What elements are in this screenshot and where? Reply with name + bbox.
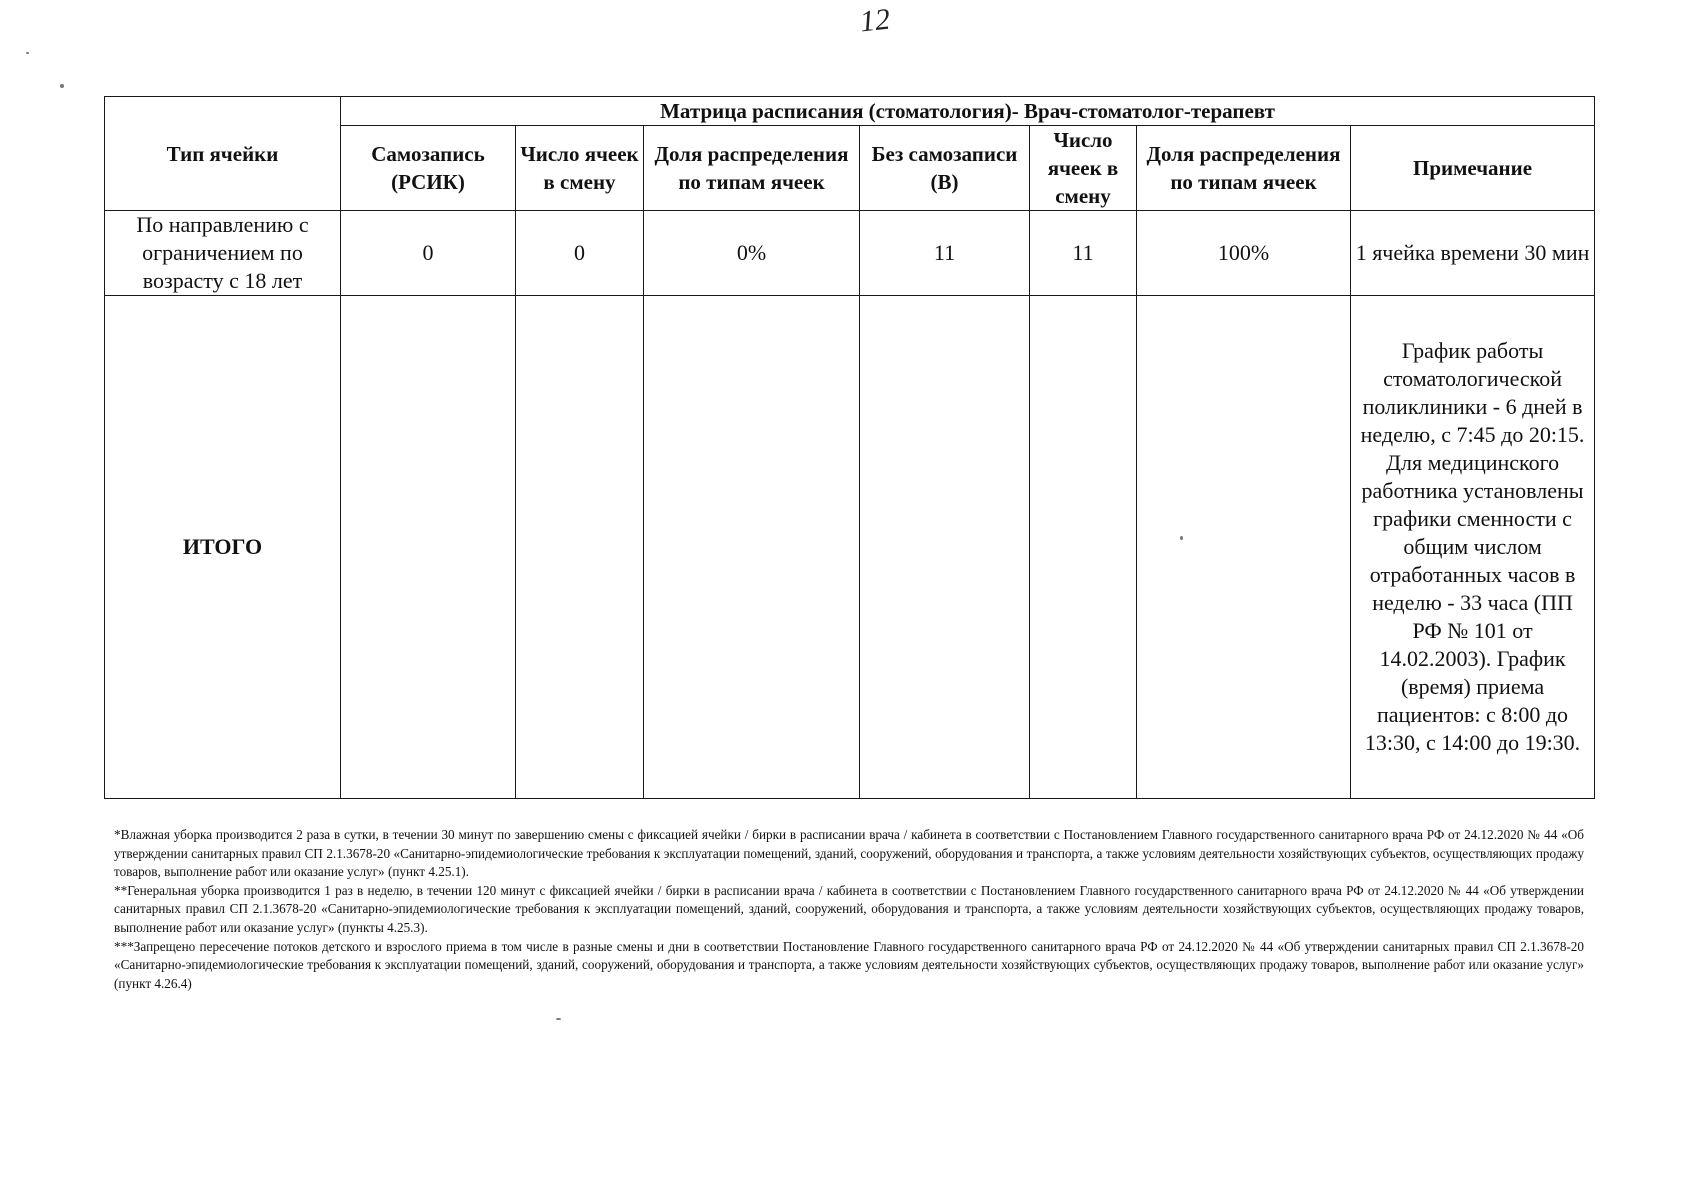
cell-cells-per-shift: 0 xyxy=(516,211,644,296)
cell-type: По направлению с ограничением по возрасту с 18 лет xyxy=(105,211,341,296)
footnote-flow-separation: ***Запрещено пересечение потоков детского и взрослого приема в том числе в разные смены и дни в соответствии Постановление Главного государственного санитарного врача РФ от 24.12.2020 № 44 «Об утверждении санитарных правил СП 2.1.3678-20 «Санитарно-эпидемиологические требования к эксплуатации помещений, зданий, сооружений, оборудования и транспорта, а также условиям деятельности хозяйствующих субъектов, осуществляющих продажу товаров, выполнение работ или оказание услуг» (пункт 4.26.4) xyxy=(114,938,1584,991)
header-no-self-record: Без самозаписи (В) xyxy=(860,126,1030,211)
total-empty-cell xyxy=(516,296,644,799)
footnotes xyxy=(114,826,1584,993)
total-empty-cell xyxy=(1137,296,1351,799)
table-row xyxy=(105,211,1595,296)
cell-distribution-share: 100% xyxy=(1137,211,1351,296)
footnote-general-cleaning: **Генеральная уборка производится 1 раз в неделю, в течении 120 минут с фиксацией ячейки / бирки в расписании врача / кабинета в соответствии с Постановлением Главного государственного санитарного врача РФ от 24.12.2020 № 44 «Об утверждении санитарных правил СП 2.1.3678-20 «Санитарно-эпидемиологические требования к эксплуатации помещений, зданий, сооружений, оборудования и транспорта, а также условиям деятельности хозяйствующих субъектов, осуществляющих продажу товаров, выполнение работ или оказание услуг» (пункты 4.25.3). xyxy=(114,882,1584,935)
scan-speck xyxy=(26,52,29,54)
total-empty-cell xyxy=(860,296,1030,799)
header-cells-per-shift: Число ячеек в смену xyxy=(516,126,644,211)
total-empty-cell xyxy=(341,296,516,799)
total-empty-cell xyxy=(1030,296,1137,799)
cell-distribution-share: 0% xyxy=(644,211,860,296)
header-cell-type: Тип ячейки xyxy=(105,97,341,211)
total-empty-cell xyxy=(644,296,860,799)
header-note: Примечание xyxy=(1351,126,1595,211)
cell-no-self-record: 11 xyxy=(860,211,1030,296)
cell-cells-per-shift: 11 xyxy=(1030,211,1137,296)
header-distribution-share: Доля распределения по типам ячеек xyxy=(644,126,860,211)
cell-note: 1 ячейка времени 30 мин xyxy=(1351,211,1595,296)
header-self-record: Самозапись (РСИК) xyxy=(341,126,516,211)
scan-speck xyxy=(556,1018,561,1020)
cell-self-record: 0 xyxy=(341,211,516,296)
scan-speck xyxy=(60,84,64,88)
table-title: Матрица расписания (стоматология)- Врач-стоматолог-терапевт xyxy=(341,97,1595,126)
footnote-wet-cleaning: *Влажная уборка производится 2 раза в сутки, в течении 30 минут по завершению смены с фиксацией ячейки / бирки в расписании врача / кабинета в соответствии с Постановлением Главного государственного санитарного врача РФ от 24.12.2020 № 44 «Об утверждении санитарных правил СП 2.1.3678-20 «Санитарно-эпидемиологические требования к эксплуатации помещений, зданий, сооружений, оборудования и транспорта, а также условиям деятельности хозяйствующих субъектов, осуществляющих продажу товаров, выполнение работ или оказание услуг» (пункт 4.25.1). xyxy=(114,827,1584,880)
total-note: График работы стоматологической поликлиники - 6 дней в неделю, с 7:45 до 20:15. Для медицинского работника установлены графики сменности с общим числом отработанных часов в неделю - 33 часа (ПП РФ № 101 от 14.02.2003). График (время) приема пациентов: с 8:00 до 13:30, с 14:00 до 19:30. xyxy=(1351,296,1595,799)
total-row xyxy=(105,296,1595,799)
schedule-matrix-table xyxy=(104,96,1595,799)
total-label: ИТОГО xyxy=(105,296,341,799)
header-distribution-share: Доля распределения по типам ячеек xyxy=(1137,126,1351,211)
header-cells-per-shift: Число ячеек в смену xyxy=(1030,126,1137,211)
page-number: 12 xyxy=(858,2,892,39)
